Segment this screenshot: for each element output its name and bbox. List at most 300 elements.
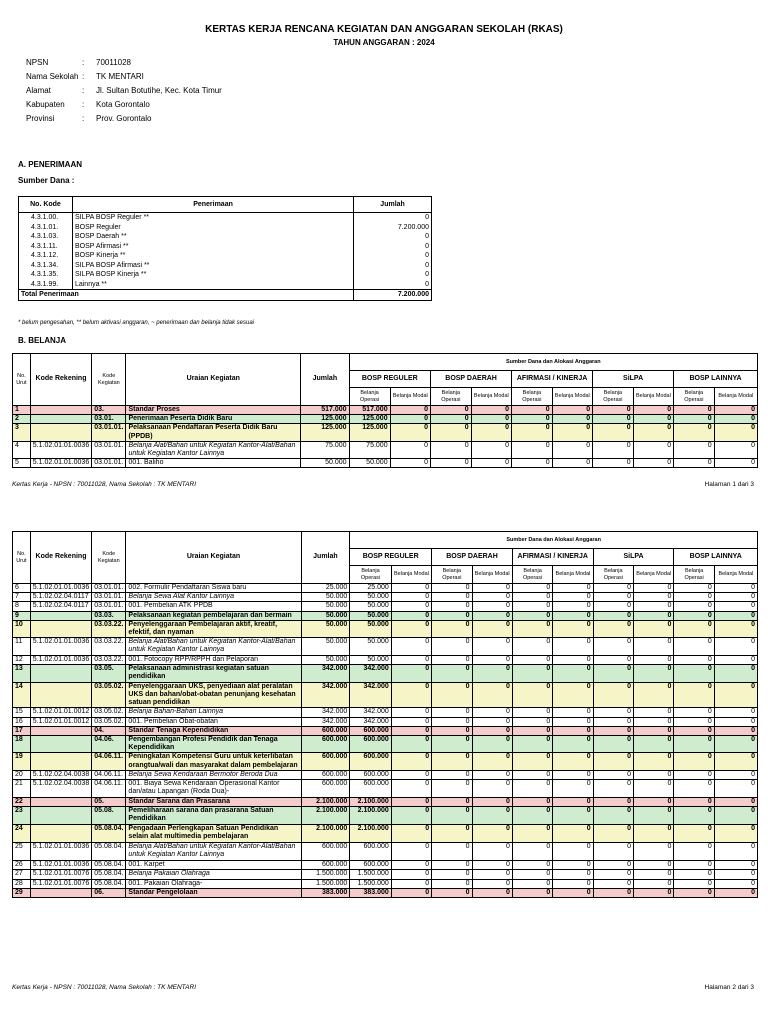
- allocation-cell: 0: [553, 726, 593, 735]
- info-sep: :: [82, 58, 85, 67]
- info-key: Provinsi: [26, 114, 55, 123]
- kode-rekening-cell: 5.1.02.01.01.0036: [30, 459, 91, 468]
- belanja-row: [13, 870, 758, 879]
- no-urut-cell: 6: [13, 584, 31, 593]
- col-kode-kegiatan: Kode Kegiatan: [92, 354, 126, 406]
- header-row-1: [13, 354, 758, 371]
- allocation-cell: 0: [512, 611, 552, 620]
- info-key: NPSN: [26, 58, 49, 67]
- col-belanja-operasi: Belanja Operasi: [432, 566, 472, 584]
- allocation-cell: 0: [714, 638, 757, 655]
- jumlah-cell: 0: [354, 270, 432, 280]
- jumlah-cell: 1.500.000: [301, 879, 350, 888]
- allocation-cell: 0: [593, 753, 633, 770]
- kode-kegiatan-cell: 04.06.11.: [92, 780, 126, 798]
- belanja-row: [13, 664, 758, 682]
- col-group: SiLPA: [593, 549, 674, 566]
- jumlah-cell: 342.000: [301, 664, 350, 682]
- allocation-cell: 0: [431, 459, 472, 468]
- allocation-cell: 0: [512, 843, 552, 861]
- allocation-cell: 0: [391, 843, 431, 861]
- belanja-row: [13, 682, 758, 708]
- allocation-cell: 0: [472, 843, 512, 861]
- total-label: Total Penerimaan: [19, 290, 354, 301]
- uraian-cell: Standar Tenaga Kependidikan: [126, 726, 301, 735]
- info-row: [26, 114, 222, 128]
- allocation-cell: 0: [714, 807, 757, 825]
- col-belanja-modal: Belanja Modal: [633, 388, 673, 406]
- reguler-operasi-cell: 342.000: [350, 708, 391, 717]
- belanja-row: [13, 736, 758, 753]
- kode-rekening-cell: 5.1.02.01.01.0036: [30, 441, 91, 458]
- allocation-cell: 0: [390, 415, 430, 424]
- allocation-cell: 0: [391, 664, 431, 682]
- reguler-operasi-cell: 600.000: [350, 753, 391, 770]
- allocation-cell: 0: [634, 780, 674, 798]
- allocation-cell: 0: [714, 726, 757, 735]
- kode-rekening-cell: [30, 620, 91, 637]
- allocation-cell: 0: [512, 753, 552, 770]
- reguler-operasi-cell: 600.000: [350, 736, 391, 753]
- allocation-cell: 0: [553, 717, 593, 726]
- footer-page-number-2: Halaman 2 dari 3: [704, 984, 754, 991]
- allocation-cell: 0: [674, 415, 715, 424]
- kode-kegiatan-cell: 03.01.01.: [92, 441, 126, 458]
- allocation-cell: 0: [432, 726, 472, 735]
- allocation-cell: 0: [714, 888, 757, 897]
- allocation-cell: 0: [512, 825, 552, 843]
- allocation-cell: 0: [512, 736, 552, 753]
- no-urut-cell: 5: [13, 459, 31, 468]
- allocation-cell: 0: [553, 770, 593, 779]
- allocation-cell: 0: [472, 638, 512, 655]
- allocation-cell: 0: [390, 441, 430, 458]
- info-value: Kota Gorontalo: [96, 100, 150, 109]
- allocation-cell: 0: [432, 584, 472, 593]
- allocation-cell: 0: [431, 415, 472, 424]
- info-key: Kabupaten: [26, 100, 65, 109]
- belanja-heading: B. BELANJA: [18, 336, 67, 345]
- kode-kegiatan-cell: 03.01.01.: [92, 424, 126, 441]
- no-urut-cell: 3: [13, 424, 31, 441]
- allocation-cell: 0: [472, 655, 512, 664]
- uraian-cell: Belanja Alat/Bahan untuk Kegiatan Kantor-Alat/Bahan untuk Kegiatan Kantor Lainnya: [126, 638, 301, 655]
- info-sep: :: [82, 100, 85, 109]
- no-urut-cell: 10: [13, 620, 31, 637]
- allocation-cell: 0: [634, 888, 674, 897]
- kode-rekening-cell: 5.1.02.02.04.0117: [30, 593, 91, 602]
- kode-rekening-cell: [30, 415, 91, 424]
- col-belanja-operasi: Belanja Operasi: [431, 388, 472, 406]
- kode-cell: 4.3.1.34.: [19, 261, 73, 271]
- allocation-cell: 0: [472, 708, 512, 717]
- reguler-operasi-cell: 125.000: [349, 415, 390, 424]
- allocation-cell: 0: [432, 798, 472, 807]
- jumlah-cell: 0: [354, 251, 432, 261]
- allocation-cell: 0: [634, 664, 674, 682]
- reguler-operasi-cell: 2.100.000: [350, 798, 391, 807]
- col-belanja-operasi: Belanja Operasi: [350, 566, 391, 584]
- allocation-cell: 0: [512, 861, 552, 870]
- allocation-cell: 0: [714, 593, 757, 602]
- kode-rekening-cell: 5.1.02.02.04.0038: [30, 770, 91, 779]
- col-sumber-dana: Sumber Dana dan Alokasi Anggaran: [349, 354, 757, 371]
- allocation-cell: 0: [472, 870, 512, 879]
- no-urut-cell: 22: [13, 798, 31, 807]
- allocation-cell: 0: [552, 424, 592, 441]
- no-urut-cell: 9: [13, 611, 31, 620]
- reguler-operasi-cell: 600.000: [350, 770, 391, 779]
- allocation-cell: 0: [552, 406, 592, 415]
- allocation-cell: 0: [512, 888, 552, 897]
- jumlah-cell: 50.000: [301, 593, 350, 602]
- kode-rekening-cell: 5.1.02.01.01.0036: [30, 584, 91, 593]
- footer-left-page-1: Kertas Kerja - NPSN : 70011028, Nama Sekolah : TK MENTARI: [12, 481, 196, 488]
- kode-rekening-cell: 5.1.02.01.01.0012: [30, 717, 91, 726]
- allocation-cell: 0: [674, 807, 714, 825]
- uraian-cell: 001. Fotocopy RPP/RPPH dan Pelaporan: [126, 655, 301, 664]
- allocation-cell: 0: [553, 620, 593, 637]
- kode-cell: 4.3.1.35.: [19, 270, 73, 280]
- info-value: Jl. Sultan Botutihe, Kec. Kota Timur: [96, 86, 222, 95]
- allocation-cell: 0: [593, 406, 634, 415]
- kode-kegiatan-cell: 03.05.02.: [92, 682, 126, 708]
- kode-rekening-cell: 5.1.02.01.01.0036: [30, 638, 91, 655]
- belanja-table-page-1: [12, 353, 758, 468]
- allocation-cell: 0: [391, 861, 431, 870]
- allocation-cell: 0: [593, 611, 633, 620]
- uraian-cell: Pengembangan Profesi Pendidik dan Tenaga Kependidikan: [126, 736, 301, 753]
- allocation-cell: 0: [432, 611, 472, 620]
- allocation-cell: 0: [472, 620, 512, 637]
- info-row: [26, 100, 222, 114]
- allocation-cell: 0: [472, 879, 512, 888]
- col-belanja-operasi: Belanja Operasi: [674, 566, 714, 584]
- kode-kegiatan-cell: 05.08.04.: [92, 879, 126, 888]
- col-belanja-operasi: Belanja Operasi: [593, 566, 633, 584]
- allocation-cell: 0: [714, 870, 757, 879]
- allocation-cell: 0: [593, 620, 633, 637]
- kode-cell: 4.3.1.00.: [19, 213, 73, 223]
- penerimaan-row: [19, 242, 432, 252]
- allocation-cell: 0: [593, 798, 633, 807]
- col-kode-rekening: Kode Rekening: [30, 532, 91, 584]
- reguler-operasi-cell: 50.000: [350, 611, 391, 620]
- allocation-cell: 0: [553, 736, 593, 753]
- allocation-cell: 0: [714, 602, 757, 611]
- allocation-cell: 0: [432, 888, 472, 897]
- kode-kegiatan-cell: 04.: [92, 726, 126, 735]
- allocation-cell: 0: [674, 780, 714, 798]
- kode-kegiatan-cell: 03.05.02.: [92, 717, 126, 726]
- belanja-row: [13, 717, 758, 726]
- kode-kegiatan-cell: 06.: [92, 888, 126, 897]
- allocation-cell: 0: [391, 638, 431, 655]
- allocation-cell: 0: [634, 717, 674, 726]
- uraian-cell: Pemeliharaan sarana dan prasarana Satuan Pendidikan: [126, 807, 301, 825]
- jumlah-cell: 2.100.000: [301, 798, 350, 807]
- kode-rekening-cell: 5.1.02.01.01.0036: [30, 843, 91, 861]
- allocation-cell: 0: [472, 593, 512, 602]
- allocation-cell: 0: [634, 798, 674, 807]
- col-jumlah: Jumlah: [301, 532, 350, 584]
- no-urut-cell: 21: [13, 780, 31, 798]
- belanja-row: [13, 459, 758, 468]
- allocation-cell: 0: [432, 879, 472, 888]
- allocation-cell: 0: [593, 825, 633, 843]
- allocation-cell: 0: [674, 459, 715, 468]
- allocation-cell: 0: [634, 736, 674, 753]
- allocation-cell: 0: [714, 770, 757, 779]
- allocation-cell: 0: [431, 441, 472, 458]
- jumlah-cell: 50.000: [301, 602, 350, 611]
- belanja-row: [13, 825, 758, 843]
- belanja-row: [13, 753, 758, 770]
- uraian-cell: 001. Pembelian Obat-obatan: [126, 717, 301, 726]
- allocation-cell: 0: [634, 708, 674, 717]
- penerimaan-cell: SILPA BOSP Afirmasi **: [72, 261, 353, 271]
- allocation-cell: 0: [593, 870, 633, 879]
- allocation-cell: 0: [674, 620, 714, 637]
- allocation-cell: 0: [714, 717, 757, 726]
- col-uraian-kegiatan: Uraian Kegiatan: [126, 532, 301, 584]
- col-jumlah: Jumlah: [354, 197, 432, 213]
- allocation-cell: 0: [390, 424, 430, 441]
- belanja-row: [13, 593, 758, 602]
- allocation-cell: 0: [593, 770, 633, 779]
- allocation-cell: 0: [553, 888, 593, 897]
- allocation-cell: 0: [714, 780, 757, 798]
- allocation-cell: 0: [634, 807, 674, 825]
- col-belanja-modal: Belanja Modal: [471, 388, 511, 406]
- info-row: [26, 86, 222, 100]
- allocation-cell: 0: [390, 459, 430, 468]
- kode-rekening-cell: [30, 682, 91, 708]
- document-title: KERTAS KERJA RENCANA KEGIATAN DAN ANGGARAN SEKOLAH (RKAS): [205, 24, 563, 35]
- allocation-cell: 0: [553, 825, 593, 843]
- col-group: BOSP LAINNYA: [674, 371, 758, 388]
- uraian-cell: Pengadaan Perlengkapan Satuan Pendidikan selain alat multimedia pembelajaran: [126, 825, 301, 843]
- allocation-cell: 0: [512, 682, 552, 708]
- allocation-cell: 0: [674, 770, 714, 779]
- jumlah-cell: 600.000: [301, 726, 350, 735]
- allocation-cell: 0: [391, 780, 431, 798]
- allocation-cell: 0: [634, 638, 674, 655]
- belanja-row: [13, 879, 758, 888]
- allocation-cell: 0: [432, 770, 472, 779]
- allocation-cell: 0: [593, 441, 634, 458]
- allocation-cell: 0: [714, 682, 757, 708]
- belanja-row: [13, 406, 758, 415]
- no-urut-cell: 14: [13, 682, 31, 708]
- allocation-cell: 0: [512, 424, 553, 441]
- uraian-cell: Belanja Alat/Bahan untuk Kegiatan Kantor-Alat/Bahan untuk Kegiatan Kantor Lainnya: [126, 441, 301, 458]
- kode-rekening-cell: [30, 753, 91, 770]
- allocation-cell: 0: [552, 441, 592, 458]
- uraian-cell: Belanja Bahan-Bahan Lainnya: [126, 708, 301, 717]
- allocation-cell: 0: [472, 770, 512, 779]
- no-urut-cell: 15: [13, 708, 31, 717]
- jumlah-cell: 600.000: [301, 780, 350, 798]
- reguler-operasi-cell: 1.500.000: [350, 879, 391, 888]
- allocation-cell: 0: [512, 602, 552, 611]
- allocation-cell: 0: [553, 664, 593, 682]
- no-urut-cell: 8: [13, 602, 31, 611]
- allocation-cell: 0: [391, 602, 431, 611]
- allocation-cell: 0: [593, 584, 633, 593]
- allocation-cell: 0: [431, 424, 472, 441]
- allocation-cell: 0: [674, 888, 714, 897]
- allocation-cell: 0: [471, 441, 511, 458]
- belanja-row: [13, 708, 758, 717]
- kode-kegiatan-cell: 03.: [92, 406, 126, 415]
- reguler-operasi-cell: 1.500.000: [350, 870, 391, 879]
- belanja-row: [13, 770, 758, 779]
- col-belanja-modal: Belanja Modal: [552, 388, 592, 406]
- allocation-cell: 0: [391, 870, 431, 879]
- allocation-cell: 0: [432, 807, 472, 825]
- allocation-cell: 0: [472, 807, 512, 825]
- kode-cell: 4.3.1.11.: [19, 242, 73, 252]
- allocation-cell: 0: [432, 593, 472, 602]
- uraian-cell: Pelaksanaan kegiatan pembelajaran dan bermain: [126, 611, 301, 620]
- uraian-cell: 001. Pembelian ATK PPDB: [126, 602, 301, 611]
- allocation-cell: 0: [553, 655, 593, 664]
- kode-rekening-cell: 5.1.02.02.04.0117: [30, 602, 91, 611]
- jumlah-cell: 383.000: [301, 888, 350, 897]
- reguler-operasi-cell: 50.000: [350, 655, 391, 664]
- allocation-cell: 0: [674, 726, 714, 735]
- kode-kegiatan-cell: 03.01.01.: [92, 459, 126, 468]
- col-no-urut: No. Urut: [13, 532, 31, 584]
- allocation-cell: 0: [553, 753, 593, 770]
- reguler-operasi-cell: 75.000: [349, 441, 390, 458]
- allocation-cell: 0: [674, 638, 714, 655]
- belanja-row: [13, 780, 758, 798]
- allocation-cell: 0: [593, 717, 633, 726]
- no-urut-cell: 17: [13, 726, 31, 735]
- jumlah-cell: 342.000: [301, 717, 350, 726]
- kode-rekening-cell: [30, 424, 91, 441]
- reguler-operasi-cell: 50.000: [350, 620, 391, 637]
- no-urut-cell: 23: [13, 807, 31, 825]
- no-urut-cell: 20: [13, 770, 31, 779]
- allocation-cell: 0: [714, 620, 757, 637]
- kode-rekening-cell: [30, 406, 91, 415]
- allocation-cell: 0: [391, 593, 431, 602]
- allocation-cell: 0: [391, 807, 431, 825]
- kode-rekening-cell: [30, 726, 91, 735]
- jumlah-cell: 0: [354, 213, 432, 223]
- reguler-operasi-cell: 50.000: [350, 638, 391, 655]
- kode-rekening-cell: [30, 798, 91, 807]
- kode-cell: 4.3.1.03.: [19, 232, 73, 242]
- allocation-cell: 0: [674, 879, 714, 888]
- allocation-cell: 0: [432, 843, 472, 861]
- penerimaan-row: [19, 232, 432, 242]
- allocation-cell: 0: [714, 861, 757, 870]
- allocation-cell: 0: [593, 726, 633, 735]
- allocation-cell: 0: [390, 406, 430, 415]
- allocation-cell: 0: [432, 753, 472, 770]
- allocation-cell: 0: [432, 682, 472, 708]
- allocation-cell: 0: [593, 459, 634, 468]
- uraian-cell: 001. Karpet: [126, 861, 301, 870]
- jumlah-cell: 342.000: [301, 708, 350, 717]
- allocation-cell: 0: [593, 424, 634, 441]
- allocation-cell: 0: [674, 655, 714, 664]
- allocation-cell: 0: [674, 708, 714, 717]
- col-belanja-modal: Belanja Modal: [714, 388, 757, 406]
- uraian-cell: Belanja Sewa Kendaraan Bermotor Beroda Dua: [126, 770, 301, 779]
- allocation-cell: 0: [634, 861, 674, 870]
- allocation-cell: 0: [674, 843, 714, 861]
- allocation-cell: 0: [432, 708, 472, 717]
- allocation-cell: 0: [391, 726, 431, 735]
- col-group: BOSP DAERAH: [431, 371, 512, 388]
- col-group: AFIRMASI / KINERJA: [512, 549, 593, 566]
- kode-cell: 4.3.1.12.: [19, 251, 73, 261]
- allocation-cell: 0: [674, 593, 714, 602]
- allocation-cell: 0: [674, 825, 714, 843]
- allocation-cell: 0: [634, 611, 674, 620]
- reguler-operasi-cell: 342.000: [350, 664, 391, 682]
- uraian-cell: Standar Sarana dan Prasarana: [126, 798, 301, 807]
- uraian-cell: Penyelenggaraan UKS, penyediaan alat peralatan UKS dan bahan/obat-obatan penunjang kesehatan satuan pendidikan: [126, 682, 301, 708]
- info-sep: :: [82, 72, 85, 81]
- allocation-cell: 0: [512, 708, 552, 717]
- allocation-cell: 0: [593, 593, 633, 602]
- allocation-cell: 0: [714, 655, 757, 664]
- uraian-cell: Penyelenggaraan Pembelajaran aktif, kreatif, efektif, dan nyaman: [126, 620, 301, 637]
- kode-kegiatan-cell: 03.01.01.: [92, 584, 126, 593]
- kode-kegiatan-cell: 05.08.04.: [92, 861, 126, 870]
- belanja-row: [13, 861, 758, 870]
- penerimaan-cell: SILPA BOSP Kinerja **: [72, 270, 353, 280]
- reguler-operasi-cell: 125.000: [349, 424, 390, 441]
- allocation-cell: 0: [634, 726, 674, 735]
- kode-rekening-cell: [30, 807, 91, 825]
- allocation-cell: 0: [512, 798, 552, 807]
- jumlah-cell: 1.500.000: [301, 870, 350, 879]
- allocation-cell: 0: [391, 717, 431, 726]
- allocation-cell: 0: [593, 638, 633, 655]
- allocation-cell: 0: [674, 584, 714, 593]
- col-group: BOSP REGULER: [350, 549, 432, 566]
- allocation-cell: 0: [432, 638, 472, 655]
- allocation-cell: 0: [593, 807, 633, 825]
- allocation-cell: 0: [634, 602, 674, 611]
- allocation-cell: 0: [512, 717, 552, 726]
- allocation-cell: 0: [472, 664, 512, 682]
- jumlah-cell: 600.000: [301, 736, 350, 753]
- allocation-cell: 0: [472, 753, 512, 770]
- kode-kegiatan-cell: 05.08.04.: [92, 825, 126, 843]
- belanja-row: [13, 888, 758, 897]
- kode-rekening-cell: 5.1.02.02.04.0038: [30, 780, 91, 798]
- allocation-cell: 0: [472, 888, 512, 897]
- col-no-urut: No. Urut: [13, 354, 31, 406]
- allocation-cell: 0: [714, 753, 757, 770]
- allocation-cell: 0: [553, 879, 593, 888]
- allocation-cell: 0: [512, 620, 552, 637]
- kode-rekening-cell: [30, 736, 91, 753]
- info-value: TK MENTARI: [96, 72, 144, 81]
- allocation-cell: 0: [391, 620, 431, 637]
- allocation-cell: 0: [714, 406, 757, 415]
- col-belanja-operasi: Belanja Operasi: [349, 388, 390, 406]
- belanja-row: [13, 638, 758, 655]
